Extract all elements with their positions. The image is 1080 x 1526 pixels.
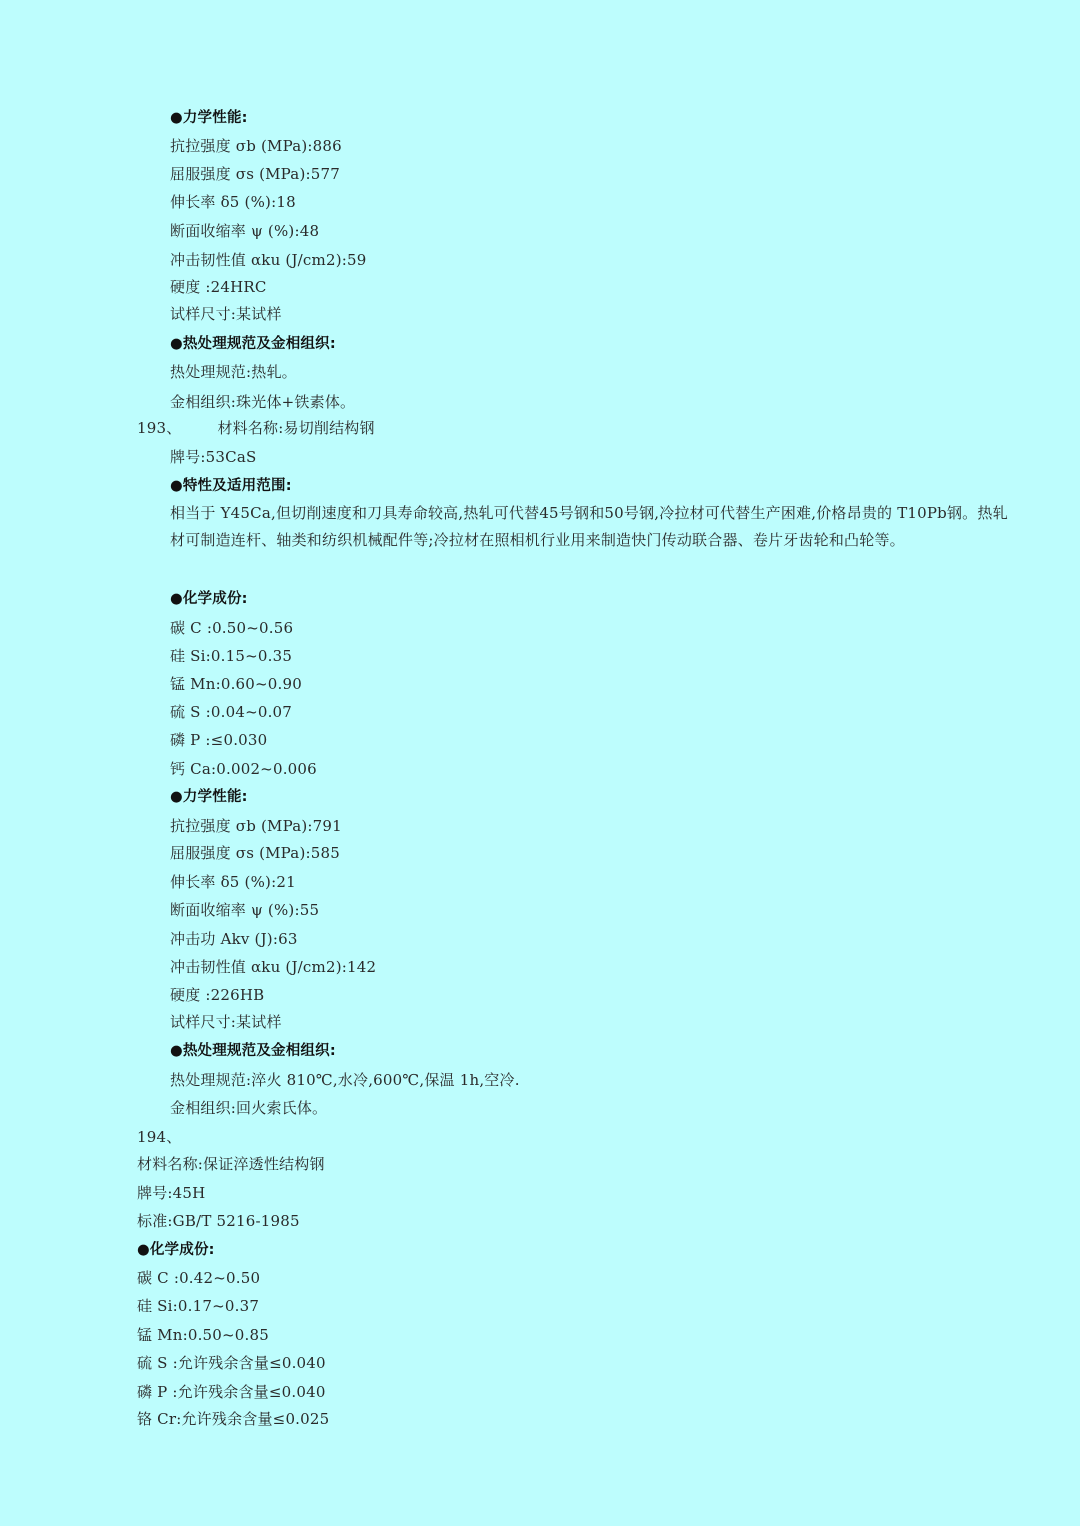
- chem-line: 锰 Mn:0.60~0.90: [170, 675, 303, 693]
- mech-heading: ●力学性能:: [170, 110, 248, 126]
- section-number: 194、: [137, 1128, 182, 1146]
- chem-line: 铬 Cr:允许残余含量≤0.025: [137, 1410, 330, 1428]
- chem-line: 锰 Mn:0.50~0.85: [137, 1326, 270, 1344]
- props-heading: ●特性及适用范围:: [170, 478, 292, 494]
- chem-line: 磷 P :允许残余含量≤0.040: [137, 1383, 326, 1401]
- mech-line: 屈服强度 σs (MPa):585: [170, 844, 340, 862]
- mech-line: 抗拉强度 σb (MPa):791: [170, 817, 342, 835]
- material-name: 材料名称:易切削结构钢: [217, 419, 375, 437]
- heat-heading: ●热处理规范及金相组织:: [170, 1043, 336, 1059]
- mech-line: 硬度 :226HB: [170, 986, 265, 1004]
- mech-line: 试样尺寸:某试样: [170, 305, 282, 323]
- grade: 牌号:45H: [137, 1184, 206, 1202]
- chem-line: 硅 Si:0.17~0.37: [137, 1297, 260, 1315]
- mech-line: 抗拉强度 σb (MPa):886: [170, 137, 342, 155]
- grade: 牌号:53CaS: [170, 448, 257, 466]
- section-number: 193、: [137, 419, 182, 437]
- chem-heading: ●化学成份:: [170, 591, 248, 607]
- microstructure: 金相组织:回火索氏体。: [170, 1099, 328, 1117]
- mech-line: 断面收缩率 ψ (%):48: [170, 222, 320, 240]
- standard: 标准:GB/T 5216-1985: [137, 1212, 300, 1230]
- mech-line: 伸长率 δ5 (%):21: [170, 873, 296, 891]
- heat-spec: 热处理规范:热轧。: [170, 363, 297, 381]
- section-193-header: [137, 418, 375, 438]
- chem-line: 磷 P :≤0.030: [170, 731, 268, 749]
- chem-line: 钙 Ca:0.002~0.006: [170, 760, 317, 778]
- mech-line: 冲击韧性值 αku (J/cm2):142: [170, 958, 377, 976]
- mech-line: 冲击韧性值 αku (J/cm2):59: [170, 251, 367, 269]
- mech-line: 断面收缩率 ψ (%):55: [170, 901, 320, 919]
- mech-line: 屈服强度 σs (MPa):577: [170, 165, 340, 183]
- mech-heading: ●力学性能:: [170, 789, 248, 805]
- props-paragraph: 相当于 Y45Ca,但切削速度和刀具寿命较高,热轧可代替45号钢和50号钢,冷拉材可代替生产困难,价格昂贵的 T10Pb钢。热轧材可制造连杆、轴类和纺织机械配件等;冷拉材在照相机行业用来制造快门传动联合器、卷片牙齿轮和凸轮等。: [170, 504, 1008, 549]
- chem-line: 硫 S :允许残余含量≤0.040: [137, 1354, 326, 1372]
- heat-heading: ●热处理规范及金相组织:: [170, 336, 336, 352]
- material-name: 材料名称:保证淬透性结构钢: [137, 1155, 325, 1173]
- microstructure: 金相组织:珠光体+铁素体。: [170, 393, 356, 411]
- mech-line: 试样尺寸:某试样: [170, 1013, 282, 1031]
- mech-line: 硬度 :24HRC: [170, 278, 267, 296]
- mech-line: 冲击功 Akv (J):63: [170, 930, 298, 948]
- chem-line: 硅 Si:0.15~0.35: [170, 647, 293, 665]
- chem-line: 碳 C :0.50~0.56: [170, 619, 294, 637]
- heat-spec: 热处理规范:淬火 810℃,水冷,600℃,保温 1h,空冷.: [170, 1071, 520, 1089]
- chem-line: 硫 S :0.04~0.07: [170, 703, 293, 721]
- mech-line: 伸长率 δ5 (%):18: [170, 193, 296, 211]
- chem-line: 碳 C :0.42~0.50: [137, 1269, 261, 1287]
- chem-heading: ●化学成份:: [137, 1242, 215, 1258]
